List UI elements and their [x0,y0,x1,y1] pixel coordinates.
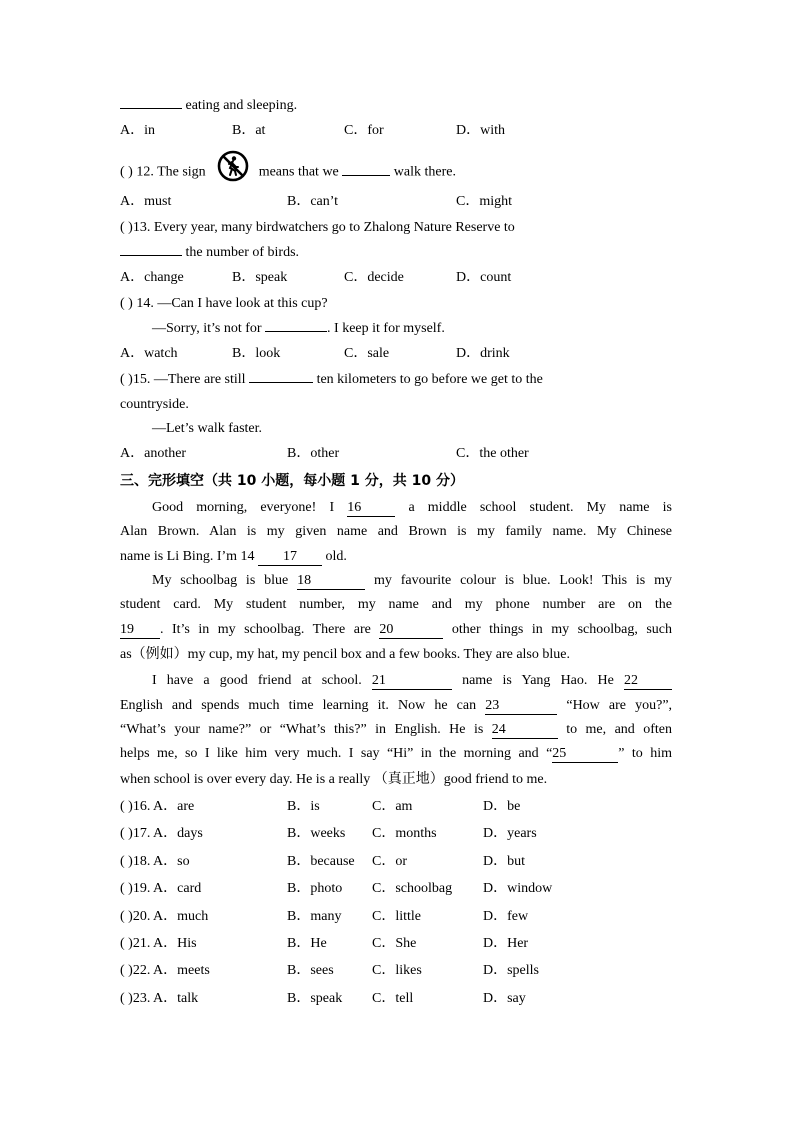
passage-p2-l2: student card. My student number, my name and my phone number are on the [120,597,672,612]
q13-option-d[interactable]: D．count [456,270,512,285]
question-18-option-a[interactable]: ( )18. A．so [120,853,190,869]
q14-line2-post: . I keep it for myself. [327,321,445,336]
passage-p1-l3 [120,548,347,566]
passage-p3-l3 [120,721,672,739]
blank-19[interactable]: 19 [120,622,160,639]
passage-p3-l5: when school is over every day. He is a really （真正地）good friend to me. [120,772,548,787]
blank-18[interactable]: 18 [297,573,365,590]
q12-tail: walk there. [393,164,456,180]
q13-option-a[interactable]: A．change [120,270,184,285]
question-22-option-a[interactable]: ( )22. A．meets [120,963,210,979]
question-22-option-c[interactable]: C．likes [372,963,422,979]
q14-option-d[interactable]: D．drink [456,346,510,361]
q12-stem [120,150,456,195]
q14-line2 [152,320,445,338]
question-22-option-d[interactable]: D．spells [483,963,539,979]
passage-text: “How are you?”, [566,698,673,713]
passage-text: name is Li Bing. I’m 14 [120,549,255,564]
q11-option-d[interactable]: D．with [456,123,505,138]
q14-option-a[interactable]: A．watch [120,346,178,361]
passage-text: My schoolbag is blue [152,573,289,588]
q15-post: ten kilometers to go before we get to the [316,372,543,387]
q14-option-c[interactable]: C．sale [344,346,390,361]
q15-line2: countryside. [120,397,189,412]
passage-text: helps me, so I like him very much. I say “Hi” in the morning and “ [120,746,553,761]
question-16-option-b[interactable]: B．is [287,799,320,814]
question-17-option-d[interactable]: D．years [483,826,537,842]
passage-text: I have a good friend at school. [152,673,362,688]
passage-p3-l2 [120,697,672,715]
question-21-option-a[interactable]: ( )21. A．His [120,936,197,951]
q13-line2-wrap [120,244,299,262]
passage-text: ” to him [618,746,672,761]
passage-text: to me, and often [566,722,673,737]
passage-text: old. [325,549,347,564]
passage-p1-l2: Alan Brown. Alan is my given name and Brown is my family name. My Chinese [120,524,672,539]
q12-pre: 12. The sign [136,164,206,180]
question-16-option-c[interactable]: C．am [372,799,413,814]
question-19-option-d[interactable]: D．window [483,881,553,897]
question-21-option-d[interactable]: D．Her [483,936,529,951]
passage-text: Good morning, everyone! I [152,500,335,515]
question-16-option-d[interactable]: D．be [483,799,521,814]
q11-option-b[interactable]: B．at [232,123,266,138]
question-21-option-c[interactable]: C．She [372,936,417,951]
question-23-option-a[interactable]: ( )23. A．talk [120,990,199,1006]
q14-blank[interactable] [265,331,327,332]
q12-post: means that we [258,164,339,180]
q15-blank[interactable] [249,382,313,383]
q13-line1: ( )13. Every year, many birdwatchers go to Zhalong Nature Reserve to [120,220,515,235]
question-19-option-b[interactable]: B．photo [287,881,343,897]
q11-option-c[interactable]: C．for [344,123,384,138]
passage-text: other things in my schoolbag, such [451,622,673,637]
q12-option-b[interactable]: B．can’t [287,194,339,209]
q15-line1 [120,371,543,389]
passage-p1-l1 [152,499,672,517]
blank-22[interactable]: 22 [624,673,672,690]
passage-text: a middle school student. My name is [408,500,673,515]
blank-24[interactable]: 24 [492,722,558,739]
passage-text: “What’s your name?” or “What’s this?” in English. He is [120,722,484,737]
question-23-option-d[interactable]: D．say [483,990,526,1006]
question-20-option-c[interactable]: C．little [372,908,421,924]
q15-line3: —Let’s walk faster. [152,421,263,436]
q11-option-a[interactable]: A．in [120,123,155,138]
q11-text [120,97,297,115]
blank-20[interactable]: 20 [379,622,443,639]
question-20-option-d[interactable]: D．few [483,908,529,924]
question-20-option-b[interactable]: B．many [287,908,342,924]
blank-25[interactable]: 25 [552,746,618,763]
q12-blank[interactable] [342,175,390,176]
q15-option-b[interactable]: B．other [287,446,340,461]
question-16-option-a[interactable]: ( )16. A．are [120,799,195,814]
question-18-option-d[interactable]: D．but [483,853,525,869]
question-19-option-c[interactable]: C．schoolbag [372,881,453,897]
q13-option-c[interactable]: C．decide [344,270,404,285]
q13-line2: the number of birds. [185,245,300,260]
blank-23[interactable]: 23 [485,698,557,715]
q14-option-b[interactable]: B．look [232,346,281,361]
passage-p2-l3 [120,621,672,639]
q15-option-a[interactable]: A．another [120,446,187,461]
passage-p2-l1 [152,572,672,590]
q11-blank[interactable] [120,108,182,109]
passage-text: name is Yang Hao. He [462,673,614,688]
question-19-option-a[interactable]: ( )19. A．card [120,881,202,897]
blank-16[interactable]: 16 [347,500,395,517]
blank-17[interactable]: 17 [258,549,322,566]
passage-text: my favourite colour is blue. Look! This is my [373,573,673,588]
question-21-option-b[interactable]: B．He [287,936,327,951]
q14-line2-pre: —Sorry, it’s not for [152,321,262,336]
question-17-option-b[interactable]: B．weeks [287,826,346,842]
question-17-option-c[interactable]: C．months [372,826,437,842]
q12-option-c[interactable]: C．might [456,194,513,209]
q11-line: eating and sleeping. [185,98,298,113]
question-18-option-c[interactable]: C．or [372,853,407,869]
question-22-option-b[interactable]: B．sees [287,963,334,979]
passage-p2-l4: as（例如）my cup, my hat, my pencil box and a few books. They are also blue. [120,647,570,662]
blank-21[interactable]: 21 [372,673,452,690]
passage-text: . It’s in my schoolbag. There are [160,622,371,637]
passage-p3-l4 [120,745,672,763]
q12-answer-paren[interactable]: ( ) [120,164,133,180]
question-17-option-a[interactable]: ( )17. A．days [120,826,203,842]
question-20-option-a[interactable]: ( )20. A．much [120,908,209,924]
section-heading: 三、完形填空（共 10 小题，每小题 1 分，共 10 分） [120,473,464,489]
q14-line1: ( ) 14. —Can I have look at this cup? [120,296,328,311]
question-23-option-b[interactable]: B．speak [287,990,343,1006]
q15-pre: ( )15. —There are still [120,372,246,387]
q12-option-a[interactable]: A．must [120,194,172,209]
q13-option-b[interactable]: B．speak [232,270,288,285]
question-23-option-c[interactable]: C．tell [372,990,414,1006]
q13-blank[interactable] [120,255,182,256]
q15-option-c[interactable]: C．the other [456,446,529,461]
question-18-option-b[interactable]: B．because [287,853,355,869]
passage-text: English and spends much time learning it. Now he can [120,698,477,713]
no-pedestrians-icon [217,150,249,195]
passage-p3-l1 [152,672,672,690]
